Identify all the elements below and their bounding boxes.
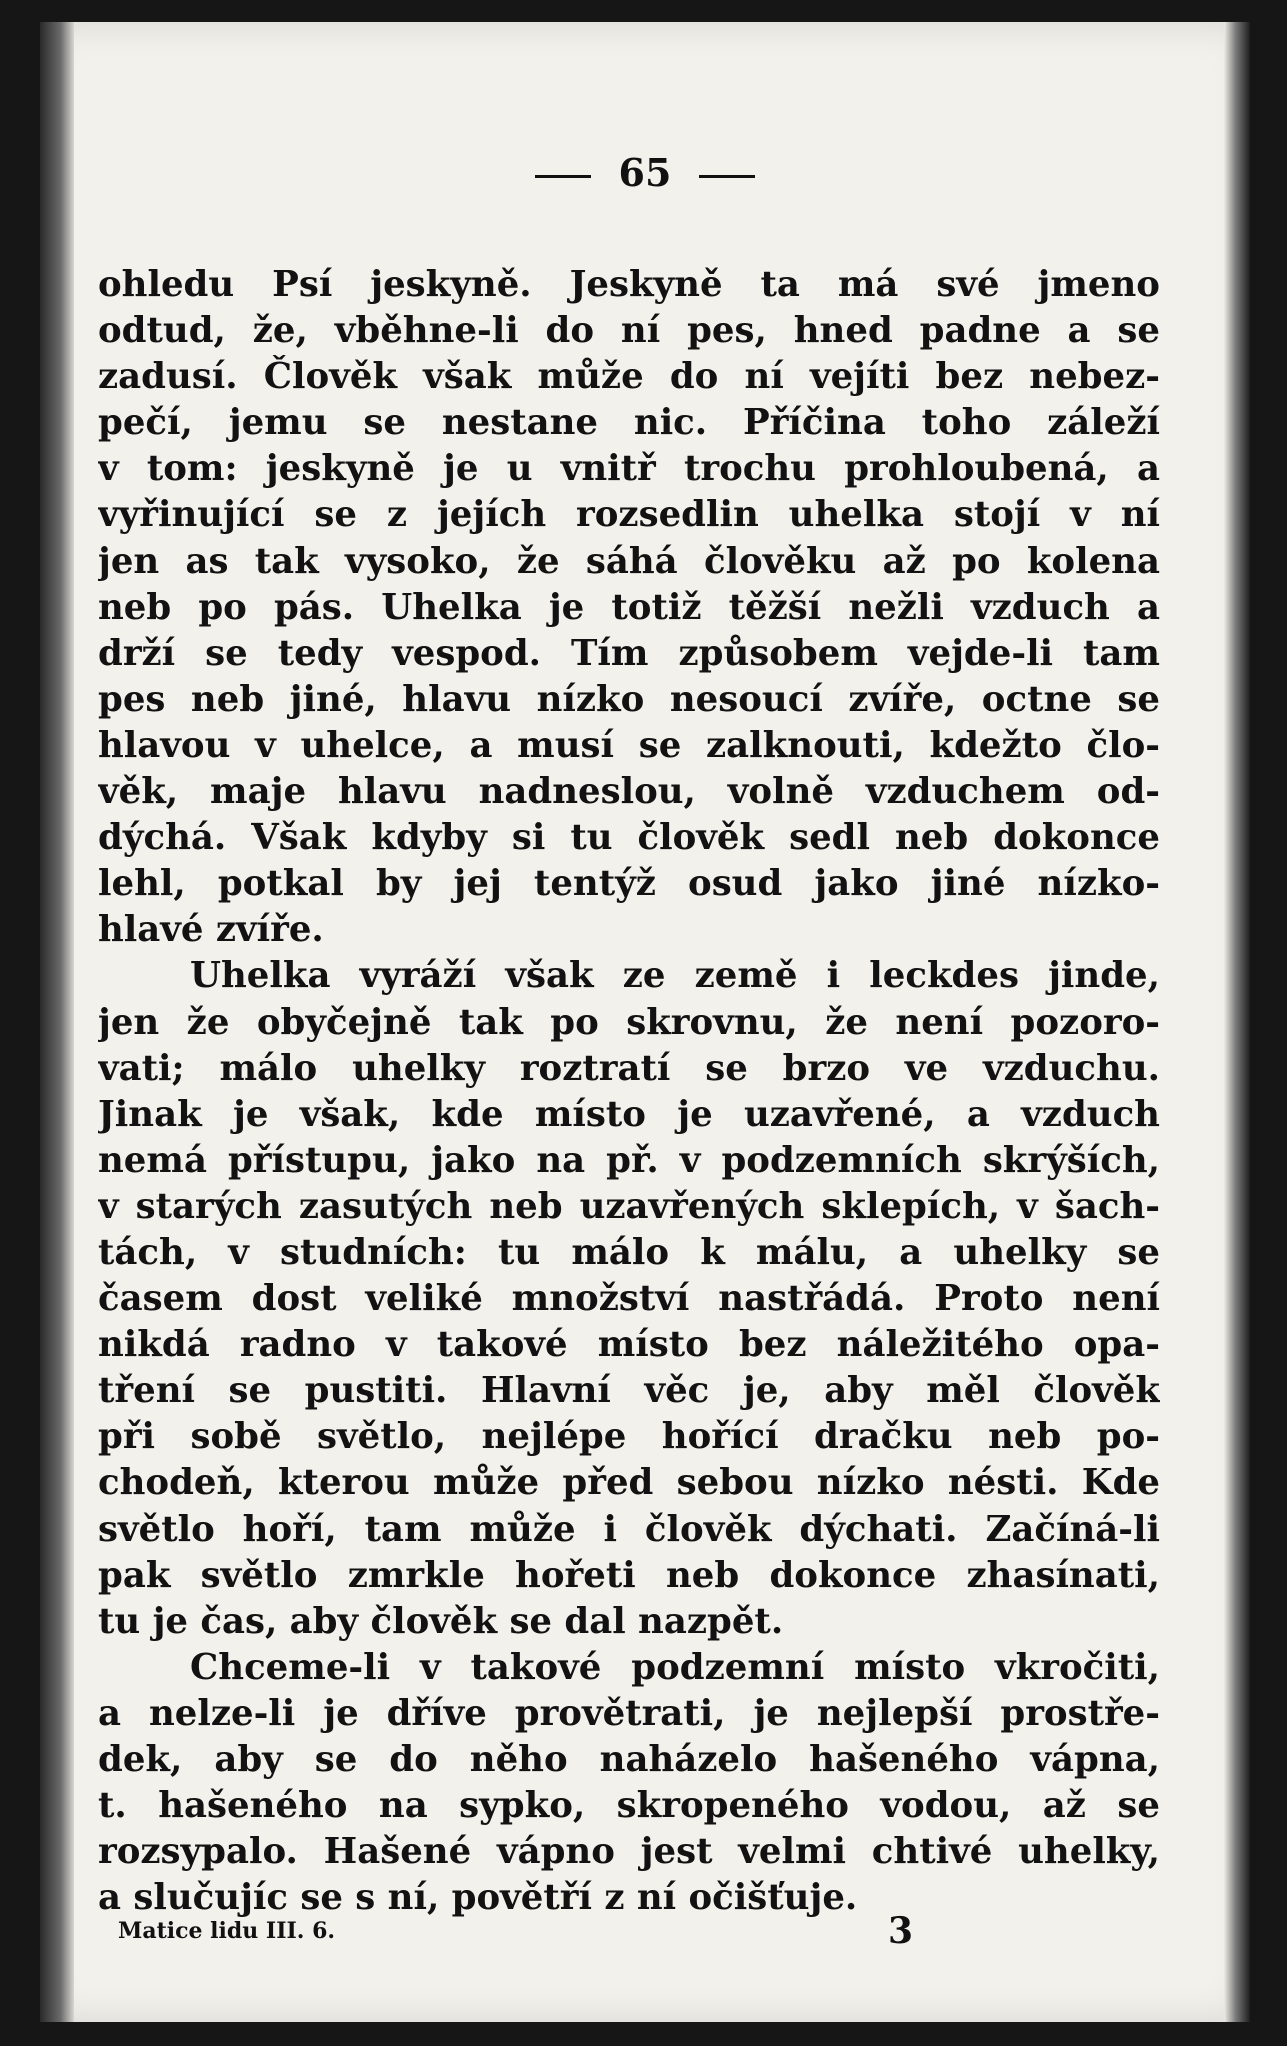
text-line: odtud, že, vběhne-li do ní pes, hned padne a se [98, 310, 1160, 352]
text-line: při sobě světlo, nejlépe hořící dračku neb po- [98, 1416, 1160, 1458]
body-text [98, 262, 1160, 1921]
text-line: věk, maje hlavu nadneslou, volně vzduchem od- [98, 771, 1160, 813]
page-left-edge-shadow [40, 22, 74, 2022]
text-line: v starých zasutých neb uzavřených sklepích, v šach- [98, 1185, 1160, 1227]
text-line: hlavou v uhelce, a musí se zalknouti, kdežto člo- [98, 724, 1160, 766]
text-line: Chceme-li v takové podzemní místo vkročiti, [190, 1646, 1160, 1688]
text-line: světlo hoří, tam může i člověk dýchati. Začíná-li [98, 1508, 1160, 1550]
text-line: jen as tak vysoko, že sáhá člověku až po kolena [98, 540, 1160, 582]
text-line: dek, aby se do něho naházelo hašeného vápna, [98, 1739, 1160, 1780]
text-line: rozsypalo. Hašené vápno jest velmi chtivé uhelky, [98, 1831, 1160, 1873]
text-line: vyřinující se z jejích rozsedlin uhelka stojí v ní [98, 494, 1160, 536]
text-line: Uhelka vyráží však ze země i leckdes jinde, [190, 955, 1160, 997]
text-line: dýchá. Však kdyby si tu člověk sedl neb dokonce [98, 817, 1160, 859]
printer-signature: Matice lidu III. 6. [118, 1918, 336, 1944]
text-line: tření se pustiti. Hlavní věc je, aby měl člověk [98, 1370, 1160, 1412]
page-number: 65 [618, 150, 672, 195]
header-dash-right [699, 175, 755, 178]
text-line: drží se tedy vespod. Tím způsobem vejde-li tam [98, 632, 1160, 674]
text-line: ohledu Psí jeskyně. Jeskyně ta má své jmeno [98, 264, 1160, 305]
text-line: Jinak je však, kde místo je uzavřené, a vzduch [98, 1093, 1160, 1135]
text-line: t. hašeného na sypko, skropeného vodou, až se [98, 1785, 1160, 1827]
text-line: pak světlo zmrkle hořeti neb dokonce zhasínati, [98, 1554, 1160, 1596]
text-line: lehl, potkal by jej tentýž osud jako jiné nízko- [98, 863, 1160, 905]
page-header [40, 150, 1250, 195]
text-line: tu je čas, aby člověk se dal nazpět. [98, 1600, 784, 1642]
sheet-number: 3 [888, 1910, 914, 1952]
page-right-edge-shadow [1224, 22, 1250, 2022]
text-line: chodeň, kterou může před sebou nízko nésti. Kde [98, 1462, 1160, 1504]
text-line: a nelze-li je dříve provětrati, je nejlepší prostře- [98, 1692, 1160, 1734]
text-line: pes neb jiné, hlavu nízko nesoucí zvíře, octne se [98, 678, 1160, 720]
text-line: pečí, jemu se nestane nic. Příčina toho záleží [98, 402, 1160, 444]
header-dash-left [535, 175, 591, 178]
text-line: časem dost veliké množství nastřádá. Proto není [98, 1278, 1160, 1320]
text-line: tách, v studních: tu málo k málu, a uhelky se [98, 1231, 1160, 1273]
text-line: nemá přístupu, jako na př. v podzemních skrýších, [98, 1139, 1160, 1181]
text-line: neb po pás. Uhelka je totiž těžší nežli vzduch a [98, 586, 1160, 628]
text-line: zadusí. Člověk však může do ní vejíti bez nebez- [98, 356, 1160, 398]
text-line: nikdá radno v takové místo bez náležitého opa- [98, 1324, 1160, 1366]
text-line: jen že obyčejně tak po skrovnu, že není pozoro- [98, 1001, 1160, 1043]
text-line: vati; málo uhelky roztratí se brzo ve vzduchu. [98, 1047, 1160, 1089]
book-page [40, 22, 1250, 2022]
text-line: v tom: jeskyně je u vnitř trochu prohloubená, a [98, 448, 1160, 490]
text-line: a slučujíc se s ní, povětří z ní očišťuje. [98, 1877, 858, 1919]
text-line: hlavé zvíře. [98, 909, 324, 951]
